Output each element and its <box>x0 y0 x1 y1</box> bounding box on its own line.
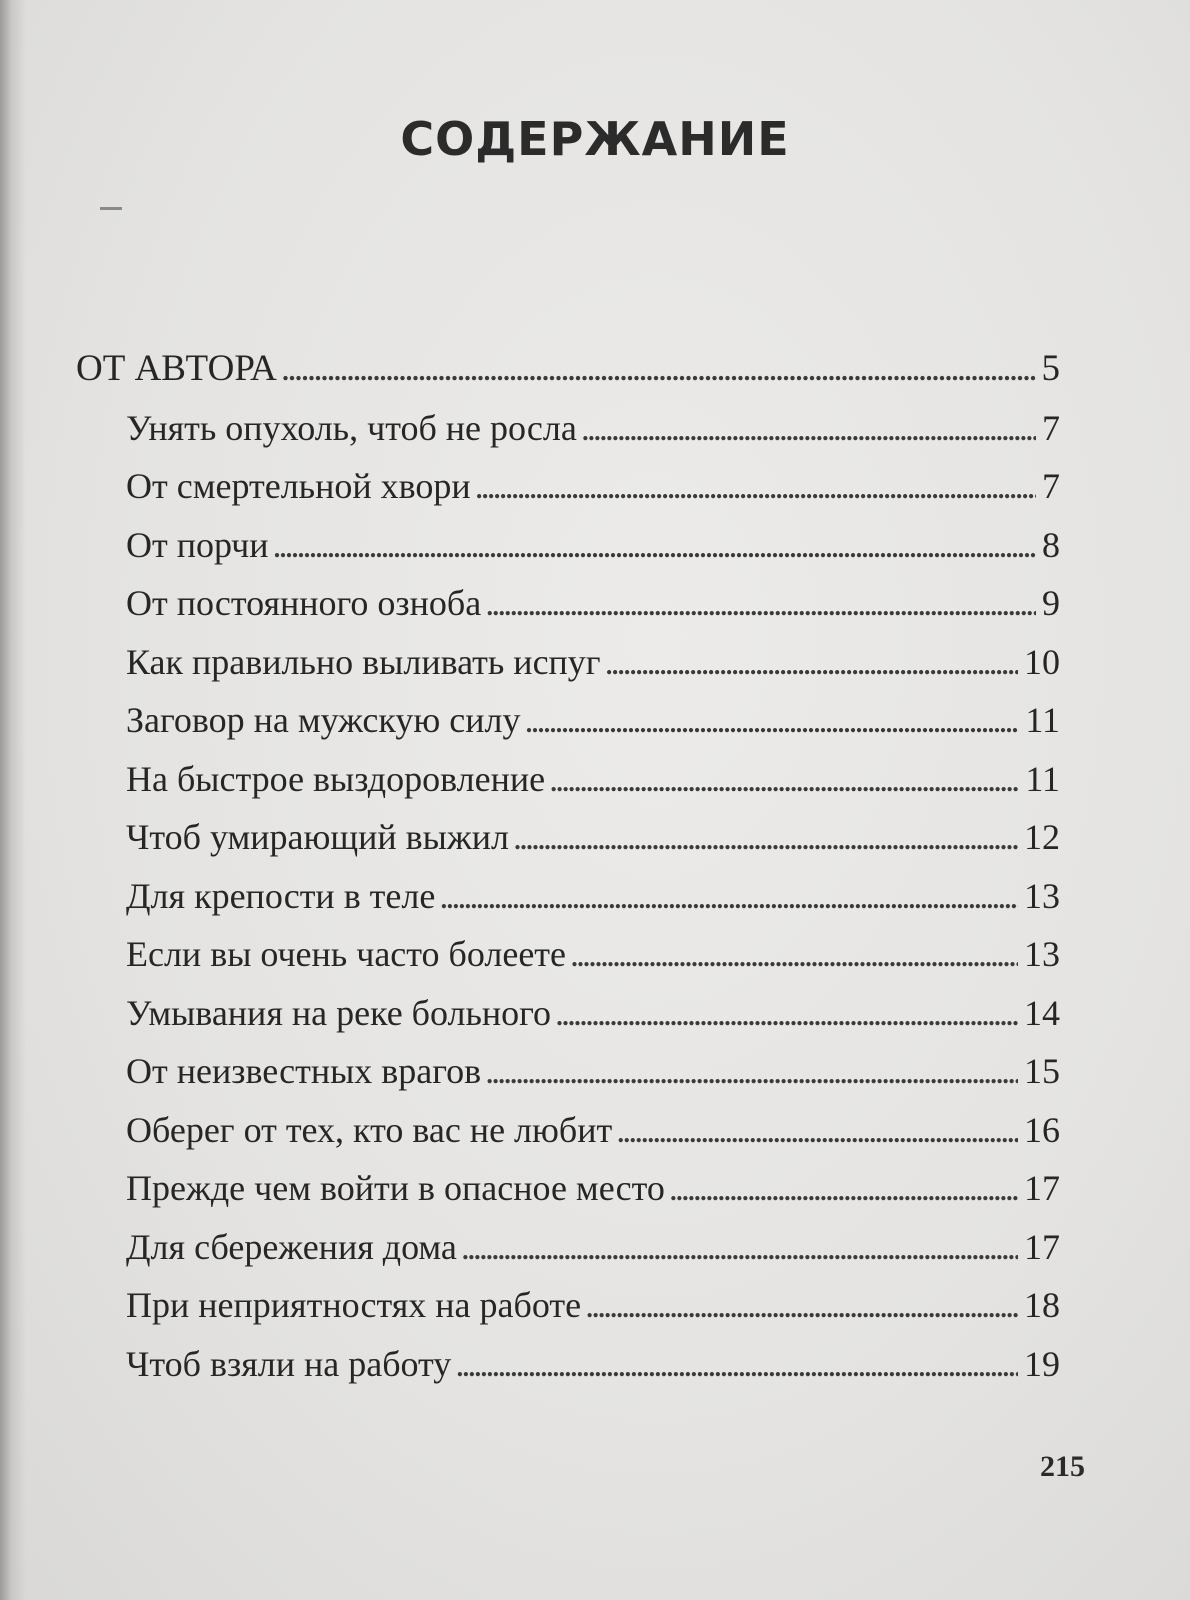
toc-entry <box>76 1159 1060 1218</box>
decorative-dash <box>100 207 122 210</box>
gutter-shadow <box>0 0 26 1600</box>
toc-dot-leader <box>485 1042 1018 1101</box>
toc-dot-leader <box>485 574 1036 633</box>
toc-entry-page: 7 <box>1042 407 1060 448</box>
toc-entry <box>76 516 1060 575</box>
toc-entry <box>76 1276 1060 1335</box>
toc-entry <box>76 750 1060 809</box>
toc-entry <box>76 633 1060 692</box>
toc-dot-leader <box>524 691 1019 750</box>
toc-entry <box>76 1042 1060 1101</box>
toc-entry-page: 10 <box>1024 641 1060 682</box>
toc-entry-label: Прежде чем войти в опасное место <box>126 1168 665 1208</box>
toc-entry-page: 17 <box>1024 1226 1060 1267</box>
toc-entry-page: 11 <box>1025 758 1060 799</box>
toc-dot-leader <box>570 925 1018 984</box>
toc-entry-page: 15 <box>1024 1051 1060 1091</box>
toc-entry-top <box>76 340 1060 399</box>
toc-entry-page: 13 <box>1024 875 1060 916</box>
toc-entry-label: Унять опухоль, чтоб не росла <box>126 407 577 448</box>
toc-entry-page: 12 <box>1024 817 1060 857</box>
table-of-contents <box>76 340 1060 1393</box>
toc-entry-label: При неприятностях на работе <box>126 1285 582 1325</box>
toc-entry <box>76 399 1060 458</box>
toc-entry-page: 18 <box>1024 1285 1060 1325</box>
toc-entry-page: 17 <box>1024 1168 1060 1208</box>
toc-entry-label: От смертельной хвори <box>126 466 471 506</box>
toc-entry-page: 13 <box>1024 934 1060 974</box>
toc-entry <box>76 808 1060 867</box>
toc-dot-leader <box>272 516 1036 575</box>
toc-dot-leader <box>513 808 1018 867</box>
toc-dot-leader <box>555 984 1018 1043</box>
toc-entry-label: Умывания на реке больного <box>126 992 552 1033</box>
toc-entry-page: 19 <box>1024 1343 1060 1384</box>
toc-entry-page: 16 <box>1024 1109 1060 1150</box>
toc-entry <box>76 691 1060 750</box>
toc-dot-leader <box>549 750 1019 809</box>
toc-entry <box>76 1335 1060 1394</box>
toc-entry-label: Чтоб взяли на работу <box>126 1343 452 1384</box>
toc-entry-label: Если вы очень часто болеете <box>126 934 567 974</box>
toc-entry-label: Как правильно выливать испуг <box>126 641 601 682</box>
toc-entry <box>76 1218 1060 1277</box>
toc-dot-leader <box>281 340 1036 399</box>
toc-dot-leader <box>475 457 1036 516</box>
toc-dot-leader <box>605 633 1018 692</box>
toc-entry <box>76 867 1060 926</box>
toc-entry-page: 5 <box>1041 348 1060 389</box>
toc-dot-leader <box>669 1159 1018 1218</box>
page-number: 215 <box>1040 1450 1085 1483</box>
toc-dot-leader <box>581 399 1036 458</box>
toc-entry <box>76 1101 1060 1160</box>
toc-entry-page: 9 <box>1042 583 1060 623</box>
toc-dot-leader <box>461 1218 1018 1277</box>
toc-entry <box>76 984 1060 1043</box>
toc-entry-label: На быстрое выздоровление <box>126 758 546 799</box>
toc-dot-leader <box>455 1335 1018 1394</box>
toc-entry <box>76 574 1060 633</box>
toc-entry <box>76 925 1060 984</box>
toc-entry-label: От неизвестных врагов <box>126 1051 482 1091</box>
toc-entry-label: ОТ АВТОРА <box>76 348 277 389</box>
toc-entry-label: От порчи <box>126 524 269 565</box>
toc-dot-leader <box>616 1101 1018 1160</box>
toc-entry-label: Оберег от тех, кто вас не любит <box>126 1109 613 1150</box>
toc-entry-page: 7 <box>1042 466 1060 506</box>
toc-entry-label: Для крепости в теле <box>126 875 436 916</box>
toc-entry-page: 11 <box>1025 700 1060 740</box>
toc-dot-leader <box>439 867 1018 926</box>
toc-entry-label: Для сбережения дома <box>126 1226 457 1267</box>
toc-entry-label: Чтоб умирающий выжил <box>126 817 509 857</box>
page-title: СОДЕРЖАНИЕ <box>400 112 790 166</box>
toc-entry-label: Заговор на мужскую силу <box>126 700 521 740</box>
toc-entry-page: 8 <box>1042 524 1060 565</box>
toc-entry <box>76 457 1060 516</box>
toc-entry-label: От постоянного озноба <box>126 583 482 623</box>
toc-dot-leader <box>585 1276 1018 1335</box>
toc-entry-page: 14 <box>1024 992 1060 1033</box>
